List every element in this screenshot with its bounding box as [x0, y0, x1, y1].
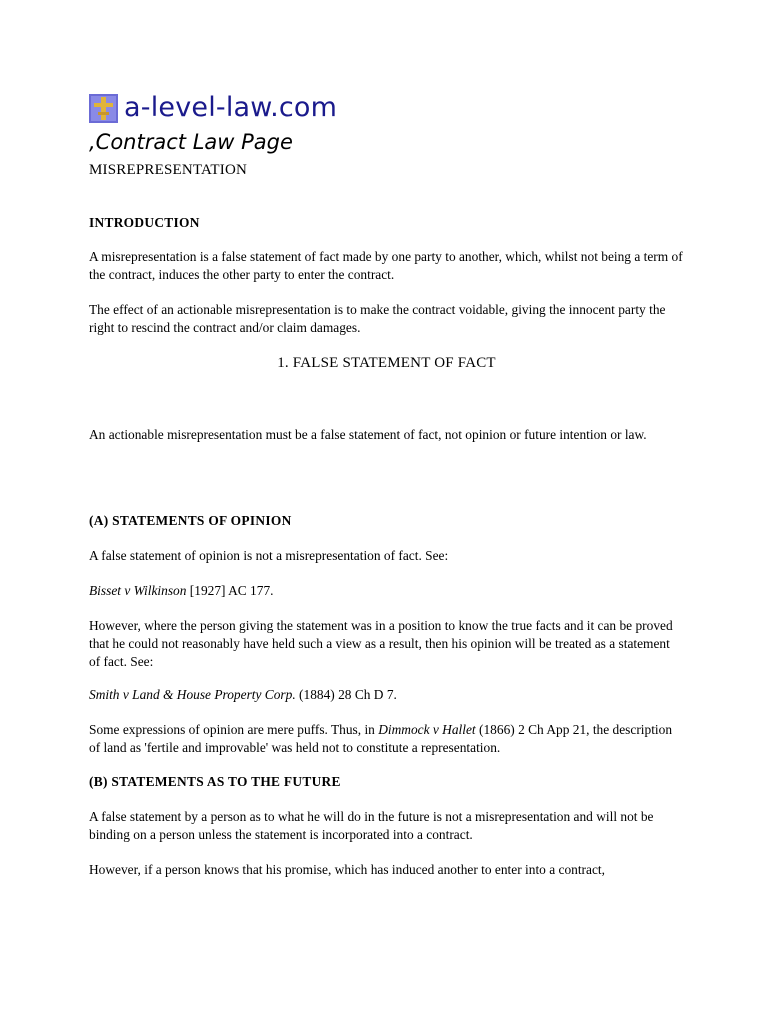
- case-name: Dimmock v Hallet: [378, 722, 476, 737]
- intro-paragraph-2: The effect of an actionable misrepresentation is to make the contract voidable, giving the innocent party the right to rescind the contract and/or claim damages.: [89, 302, 666, 335]
- case-reference: (1884) 28 Ch D 7.: [295, 687, 397, 702]
- false-statement-paragraph: An actionable misrepresentation must be a false statement of fact, not opinion or future intention or law.: [89, 427, 647, 442]
- document-subject: MISREPRESENTATION: [89, 162, 248, 178]
- site-header: [89, 88, 689, 128]
- heading-statements-of-opinion: (A) STATEMENTS OF OPINION: [89, 513, 292, 528]
- intro-paragraph-1: A misrepresentation is a false statement of fact made by one party to another, which, whilst not being a term of the contract, induces the other party to enter the contract.: [89, 249, 683, 282]
- heading-introduction: INTRODUCTION: [89, 215, 200, 230]
- text-run: (1866) 2 Ch App 21, the description of land as 'fertile and improvable' was held not to constitute a representation.: [89, 722, 673, 755]
- opinion-paragraph-3: [89, 721, 684, 757]
- opinion-paragraph-2: However, where the person giving the statement was in a position to know the true facts and it can be proved that he could not reasonably have held such a view as a result, then his opinion will be treated as a statement of fact. See:: [89, 618, 673, 669]
- case-reference: [1927] AC 177.: [186, 583, 274, 598]
- future-paragraph-2: However, if a person knows that his promise, which has induced another to enter into a contract,: [89, 862, 605, 877]
- future-paragraph-1: A false statement by a person as to what he will do in the future is not a misrepresentation and will not be binding on a person unless the statement is incorporated into a contract.: [89, 809, 654, 842]
- case-citation-bisset: [89, 582, 684, 600]
- case-name: Bisset v Wilkinson: [89, 583, 187, 598]
- document-page: [89, 88, 689, 877]
- text-run: Some expressions of opinion are mere puffs. Thus, in: [89, 722, 379, 737]
- heading-statements-as-to-future: (B) STATEMENTS AS TO THE FUTURE: [89, 774, 341, 789]
- page-title: ,Contract Law Page: [89, 130, 293, 154]
- site-name[interactable]: a-level-law.com: [124, 92, 338, 123]
- heading-false-statement-of-fact: 1. FALSE STATEMENT OF FACT: [277, 355, 496, 371]
- case-citation-smith: [89, 686, 684, 704]
- opinion-paragraph-1: A false statement of opinion is not a misrepresentation of fact. See:: [89, 548, 449, 563]
- case-name: Smith v Land & House Property Corp.: [89, 687, 296, 702]
- cross-logo-icon: [89, 94, 118, 123]
